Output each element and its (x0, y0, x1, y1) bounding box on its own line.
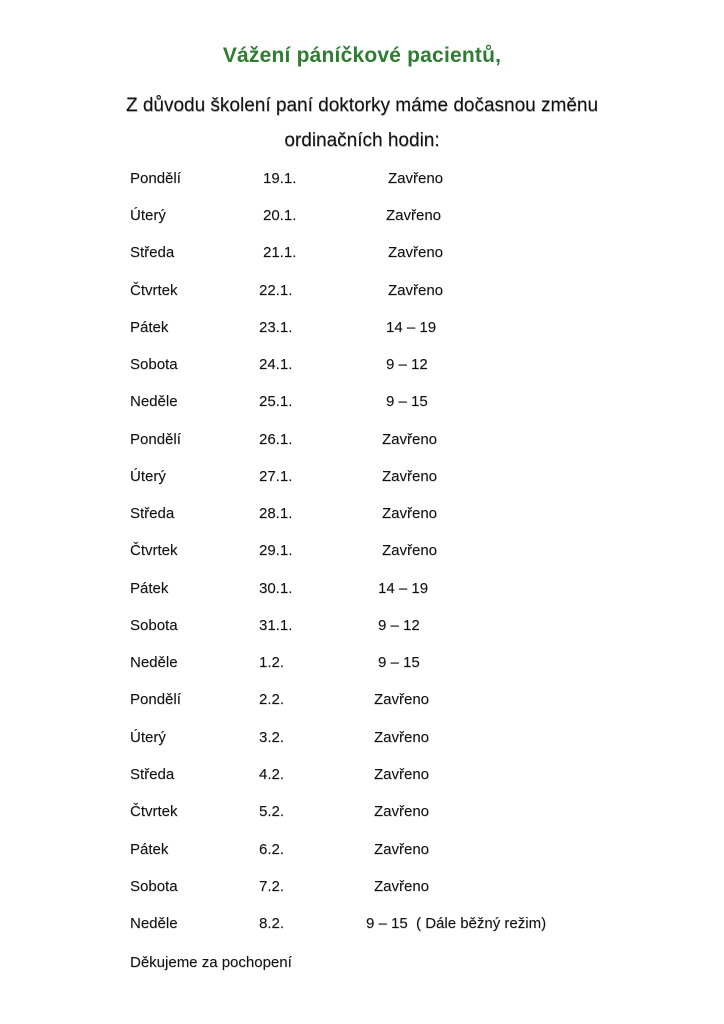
schedule-hours: Zavřeno (382, 505, 438, 522)
schedule-day: Úterý (130, 207, 166, 224)
schedule-day: Čtvrtek (130, 803, 178, 820)
schedule-hours: Zavřeno (388, 170, 444, 187)
schedule-date: 20.1. (263, 207, 297, 224)
schedule-day: Pondělí (130, 170, 181, 187)
schedule-date: 22.1. (259, 282, 293, 299)
schedule-day: Pátek (130, 841, 169, 858)
schedule-row (0, 580, 724, 604)
schedule-date: 28.1. (259, 505, 293, 522)
schedule-hours: 9 – 12 (386, 356, 428, 373)
schedule-date: 7.2. (259, 878, 285, 895)
intro-line-1: Z důvodu školení paní doktorky máme dočasnou změnu (125, 95, 599, 116)
schedule-day: Čtvrtek (130, 282, 178, 299)
schedule-row (0, 282, 724, 306)
schedule-hours: Zavřeno (374, 691, 430, 708)
schedule-row (0, 542, 724, 566)
schedule-row (0, 878, 724, 902)
schedule-hours: 14 – 19 (378, 580, 429, 597)
schedule-row (0, 356, 724, 380)
schedule-day: Středa (130, 244, 175, 261)
schedule-date: 31.1. (259, 617, 293, 634)
schedule-row (0, 654, 724, 678)
schedule-day: Pondělí (130, 691, 181, 708)
schedule-hours: Zavřeno (386, 207, 442, 224)
schedule-date: 5.2. (259, 803, 285, 820)
schedule-day: Neděle (130, 915, 178, 932)
schedule-row (0, 319, 724, 343)
schedule-hours: 14 – 19 (386, 319, 437, 336)
schedule-day: Čtvrtek (130, 542, 178, 559)
schedule-hours: Zavřeno (374, 766, 430, 783)
schedule-day: Středa (130, 766, 175, 783)
schedule-hours: Zavřeno (374, 729, 430, 746)
schedule-date: 25.1. (259, 393, 293, 410)
schedule-hours: Zavřeno (382, 468, 438, 485)
schedule-date: 26.1. (259, 431, 293, 448)
schedule-day: Středa (130, 505, 175, 522)
schedule-date: 30.1. (259, 580, 293, 597)
schedule-row (0, 393, 724, 417)
schedule-row (0, 915, 724, 939)
schedule-day: Úterý (130, 729, 166, 746)
schedule-date: 19.1. (263, 170, 297, 187)
schedule-hours: Zavřeno (374, 878, 430, 895)
schedule-hours: Zavřeno (382, 542, 438, 559)
schedule-day: Úterý (130, 468, 166, 485)
schedule-day: Pátek (130, 580, 169, 597)
schedule-row (0, 617, 724, 641)
greeting-heading: Vážení páníčkové pacientů, (222, 44, 502, 67)
schedule-day: Sobota (130, 356, 178, 373)
schedule-row (0, 505, 724, 529)
schedule-hours: 9 – 12 (378, 617, 420, 634)
schedule-hours: Zavřeno (374, 841, 430, 858)
schedule-row (0, 468, 724, 492)
schedule-date: 8.2. (259, 915, 285, 932)
schedule-hours: Zavřeno (388, 282, 444, 299)
schedule-day: Neděle (130, 393, 178, 410)
schedule-day: Sobota (130, 617, 178, 634)
schedule-row (0, 207, 724, 231)
thanks-note: Děkujeme za pochopení (130, 954, 292, 971)
schedule-day: Sobota (130, 878, 178, 895)
schedule-date: 4.2. (259, 766, 285, 783)
schedule-hours: 9 – 15 ( Dále běžný režim) (366, 915, 547, 932)
schedule-date: 2.2. (259, 691, 285, 708)
schedule-date: 23.1. (259, 319, 293, 336)
schedule-date: 1.2. (259, 654, 285, 671)
intro-text (0, 88, 724, 158)
schedule-row (0, 170, 724, 194)
schedule-date: 27.1. (259, 468, 293, 485)
schedule-row (0, 803, 724, 827)
schedule-hours: 9 – 15 (378, 654, 420, 671)
schedule-row (0, 766, 724, 790)
schedule-date: 24.1. (259, 356, 293, 373)
schedule-date: 29.1. (259, 542, 293, 559)
schedule-date: 6.2. (259, 841, 285, 858)
schedule-date: 3.2. (259, 729, 285, 746)
schedule-hours: Zavřeno (382, 431, 438, 448)
schedule-day: Pátek (130, 319, 169, 336)
schedule-day: Pondělí (130, 431, 181, 448)
schedule-row (0, 431, 724, 455)
schedule-hours: 9 – 15 (386, 393, 428, 410)
schedule-hours: Zavřeno (388, 244, 444, 261)
schedule-date: 21.1. (263, 244, 297, 261)
schedule-row (0, 244, 724, 268)
intro-line-2: ordinačních hodin: (284, 130, 440, 151)
schedule-day: Neděle (130, 654, 178, 671)
schedule-row (0, 691, 724, 715)
schedule-hours: Zavřeno (374, 803, 430, 820)
schedule-row (0, 729, 724, 753)
schedule-row (0, 841, 724, 865)
